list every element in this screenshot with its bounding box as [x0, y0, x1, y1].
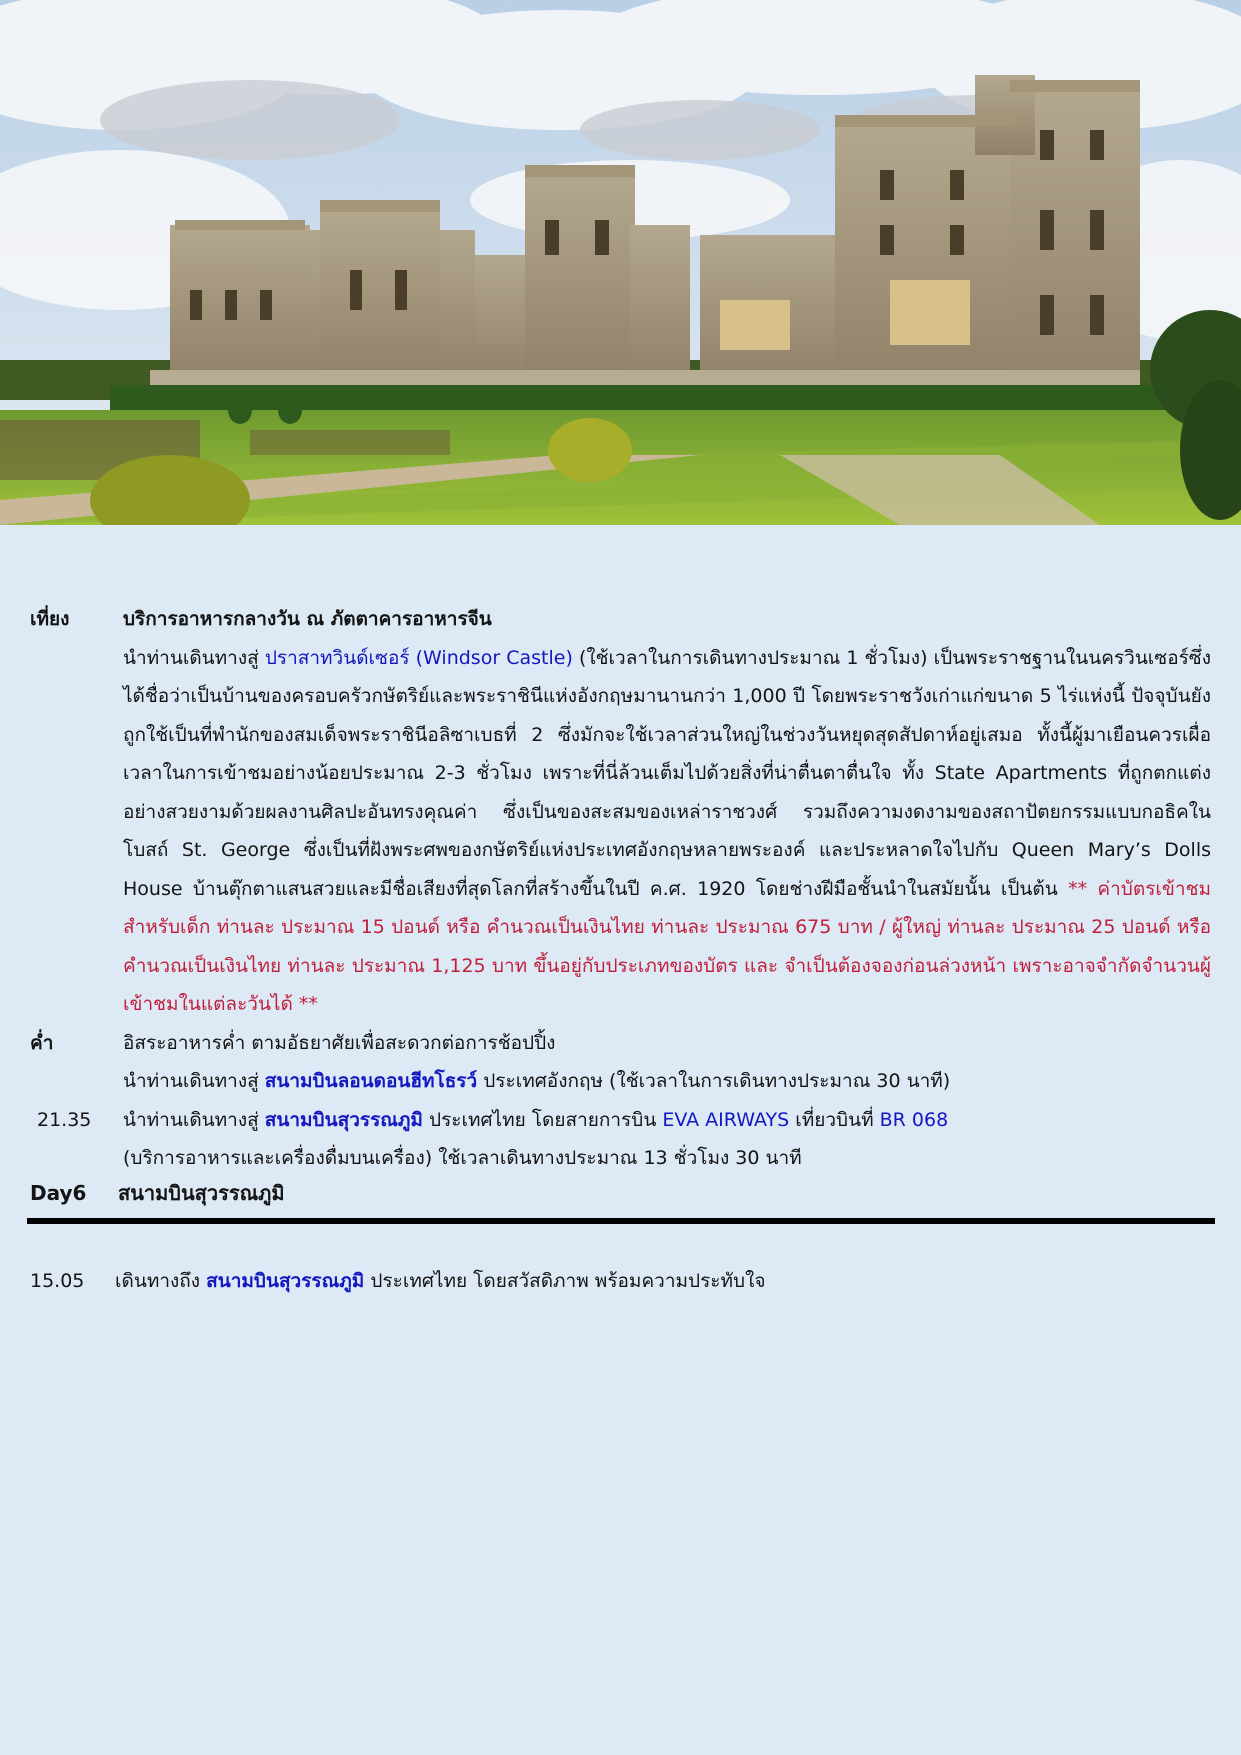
- day6-number: Day6: [30, 1181, 87, 1205]
- arrival-time: 15.05: [30, 1270, 85, 1292]
- flight-number-label: เที่ยวบินที่: [789, 1108, 880, 1131]
- heathrow-intro: นำท่านเดินทางสู่: [123, 1070, 265, 1092]
- arrival-intro: เดินทางถึง: [115, 1270, 207, 1292]
- heathrow-duration: ประเทศอังกฤษ (ใช้เวลาในการเดินทางประมาณ 30 นาที): [477, 1070, 951, 1092]
- flight-row: [0, 1101, 1241, 1178]
- flight-number: BR 068: [879, 1108, 949, 1131]
- dinner-row: [0, 1024, 1241, 1101]
- flight-text: [123, 1101, 1211, 1140]
- dinner-label: ค่ำ: [30, 1031, 54, 1054]
- windsor-description: [123, 639, 1211, 1024]
- arrival-text: [115, 1262, 766, 1300]
- flight-country-text: ประเทศไทย โดยสายการบิน: [422, 1108, 663, 1131]
- itinerary-day5-content: [0, 600, 1241, 1178]
- windsor-intro-text: นำท่านเดินทางสู่: [123, 646, 265, 669]
- flight-destination-airport: สนามบินสุวรรณภูมิ: [264, 1108, 423, 1131]
- flight-meal-duration: (บริการอาหารและเครื่องดื่มบนเครื่อง) ใช้เวลาเดินทางประมาณ 13 ชั่วโมง 30 นาที: [123, 1147, 802, 1169]
- ticket-price-note: ** ค่าบัตรเข้าชมสำหรับเด็ก ท่านละ ประมาณ 15 ปอนด์ หรือ คำนวณเป็นเงินไทย ท่านละ ประมาณ 675 บาท / ผู้ใหญ่ ท่านละ ประมาณ 25 ปอนด์ หรือ คำนวณเป็นเงินไทย ท่านละ ประมาณ 1,125 บาท ขึ้นอยู่กับประเภทของบัตร และ จำเป็นต้องจองก่อนล่วงหน้า เพราะอาจจำกัดจำนวนผู้เข้าชมในแต่ละวันได้ **: [123, 877, 1211, 1015]
- heathrow-airport-name: สนามบินลอนดอนฮีทโธรว์: [264, 1070, 478, 1092]
- lunch-row: [0, 600, 1241, 1024]
- windsor-body-text: (ใช้เวลาในการเดินทางประมาณ 1 ชั่วโมง) เป็นพระราชฐานในนครวินเซอร์ซึ่งได้ชื่อว่าเป็นบ้านของครอบครัวกษัตริย์และพระราชินีแห่งอังกฤษมานานกว่า 1,000 ปี โดยพระราชวังเก่าแก่ขนาด 5 ไร่แห่งนี้ ปัจจุบันยังถูกใช้เป็นที่พำนักของสมเด็จพระราชินีอลิซาเบธที่ 2 ซึ่งมักจะใช้เวลาส่วนใหญ่ในช่วงวันหยุดสุดสัปดาห์อยู่เสมอ ทั้งนี้ผู้มาเยือนควรเผื่อเวลาในการเข้าชมอย่างน้อยประมาณ 2-3 ชั่วโมง เพราะที่นี่ล้วนเต็มไปด้วยสิ่งที่น่าตื่นตาตื่นใจ ทั้ง State Apartments ที่ถูกตกแต่งอย่างสวยงามด้วยผลงานศิลปะอันทรงคุณค่า ซึ่งเป็นของสะสมของเหล่าราชวงศ์ รวมถึงความงดงามของสถาปัตยกรรมแบบกอธิคในโบสถ์ St. George ซึ่งเป็นที่ฝังพระศพของกษัตริย์แห่งประเทศอังกฤษหลายพระองค์ และประหลาดใจไปกับ Queen Mary’s Dolls House บ้านตุ๊กตาแสนสวยและมีชื่อเสียงที่สุดโลกที่สร้างขึ้นในปี ค.ศ. 1920 โดยช่างฝีมือชั้นนำในสมัยนั้น เป็นต้น: [123, 646, 1211, 900]
- hero-photo-windsor-castle: [0, 0, 1241, 525]
- windsor-castle-name: ปราสาทวินด์เซอร์ (Windsor Castle): [264, 646, 573, 669]
- day6-divider: [27, 1218, 1215, 1224]
- day6-title: สนามบินสุวรรณภูมิ: [118, 1181, 285, 1205]
- arrival-airport-name: สนามบินสุวรรณภูมิ: [206, 1270, 365, 1292]
- flight-time: 21.35: [37, 1108, 92, 1131]
- arrival-closing: ประเทศไทย โดยสวัสดิภาพ พร้อมความประทับใจ: [364, 1270, 766, 1292]
- flight-intro: นำท่านเดินทางสู่: [123, 1108, 265, 1131]
- lunch-heading: บริการอาหารกลางวัน ณ ภัตตาคารอาหารจีน: [123, 608, 492, 630]
- heathrow-transfer-text: [123, 1062, 1211, 1101]
- dinner-free-text: อิสระอาหารค่ำ ตามอัธยาศัยเพื่อสะดวกต่อการช้อปปิ้ง: [123, 1031, 556, 1054]
- lunch-label: เที่ยง: [30, 608, 70, 630]
- airline-name: EVA AIRWAYS: [662, 1108, 790, 1131]
